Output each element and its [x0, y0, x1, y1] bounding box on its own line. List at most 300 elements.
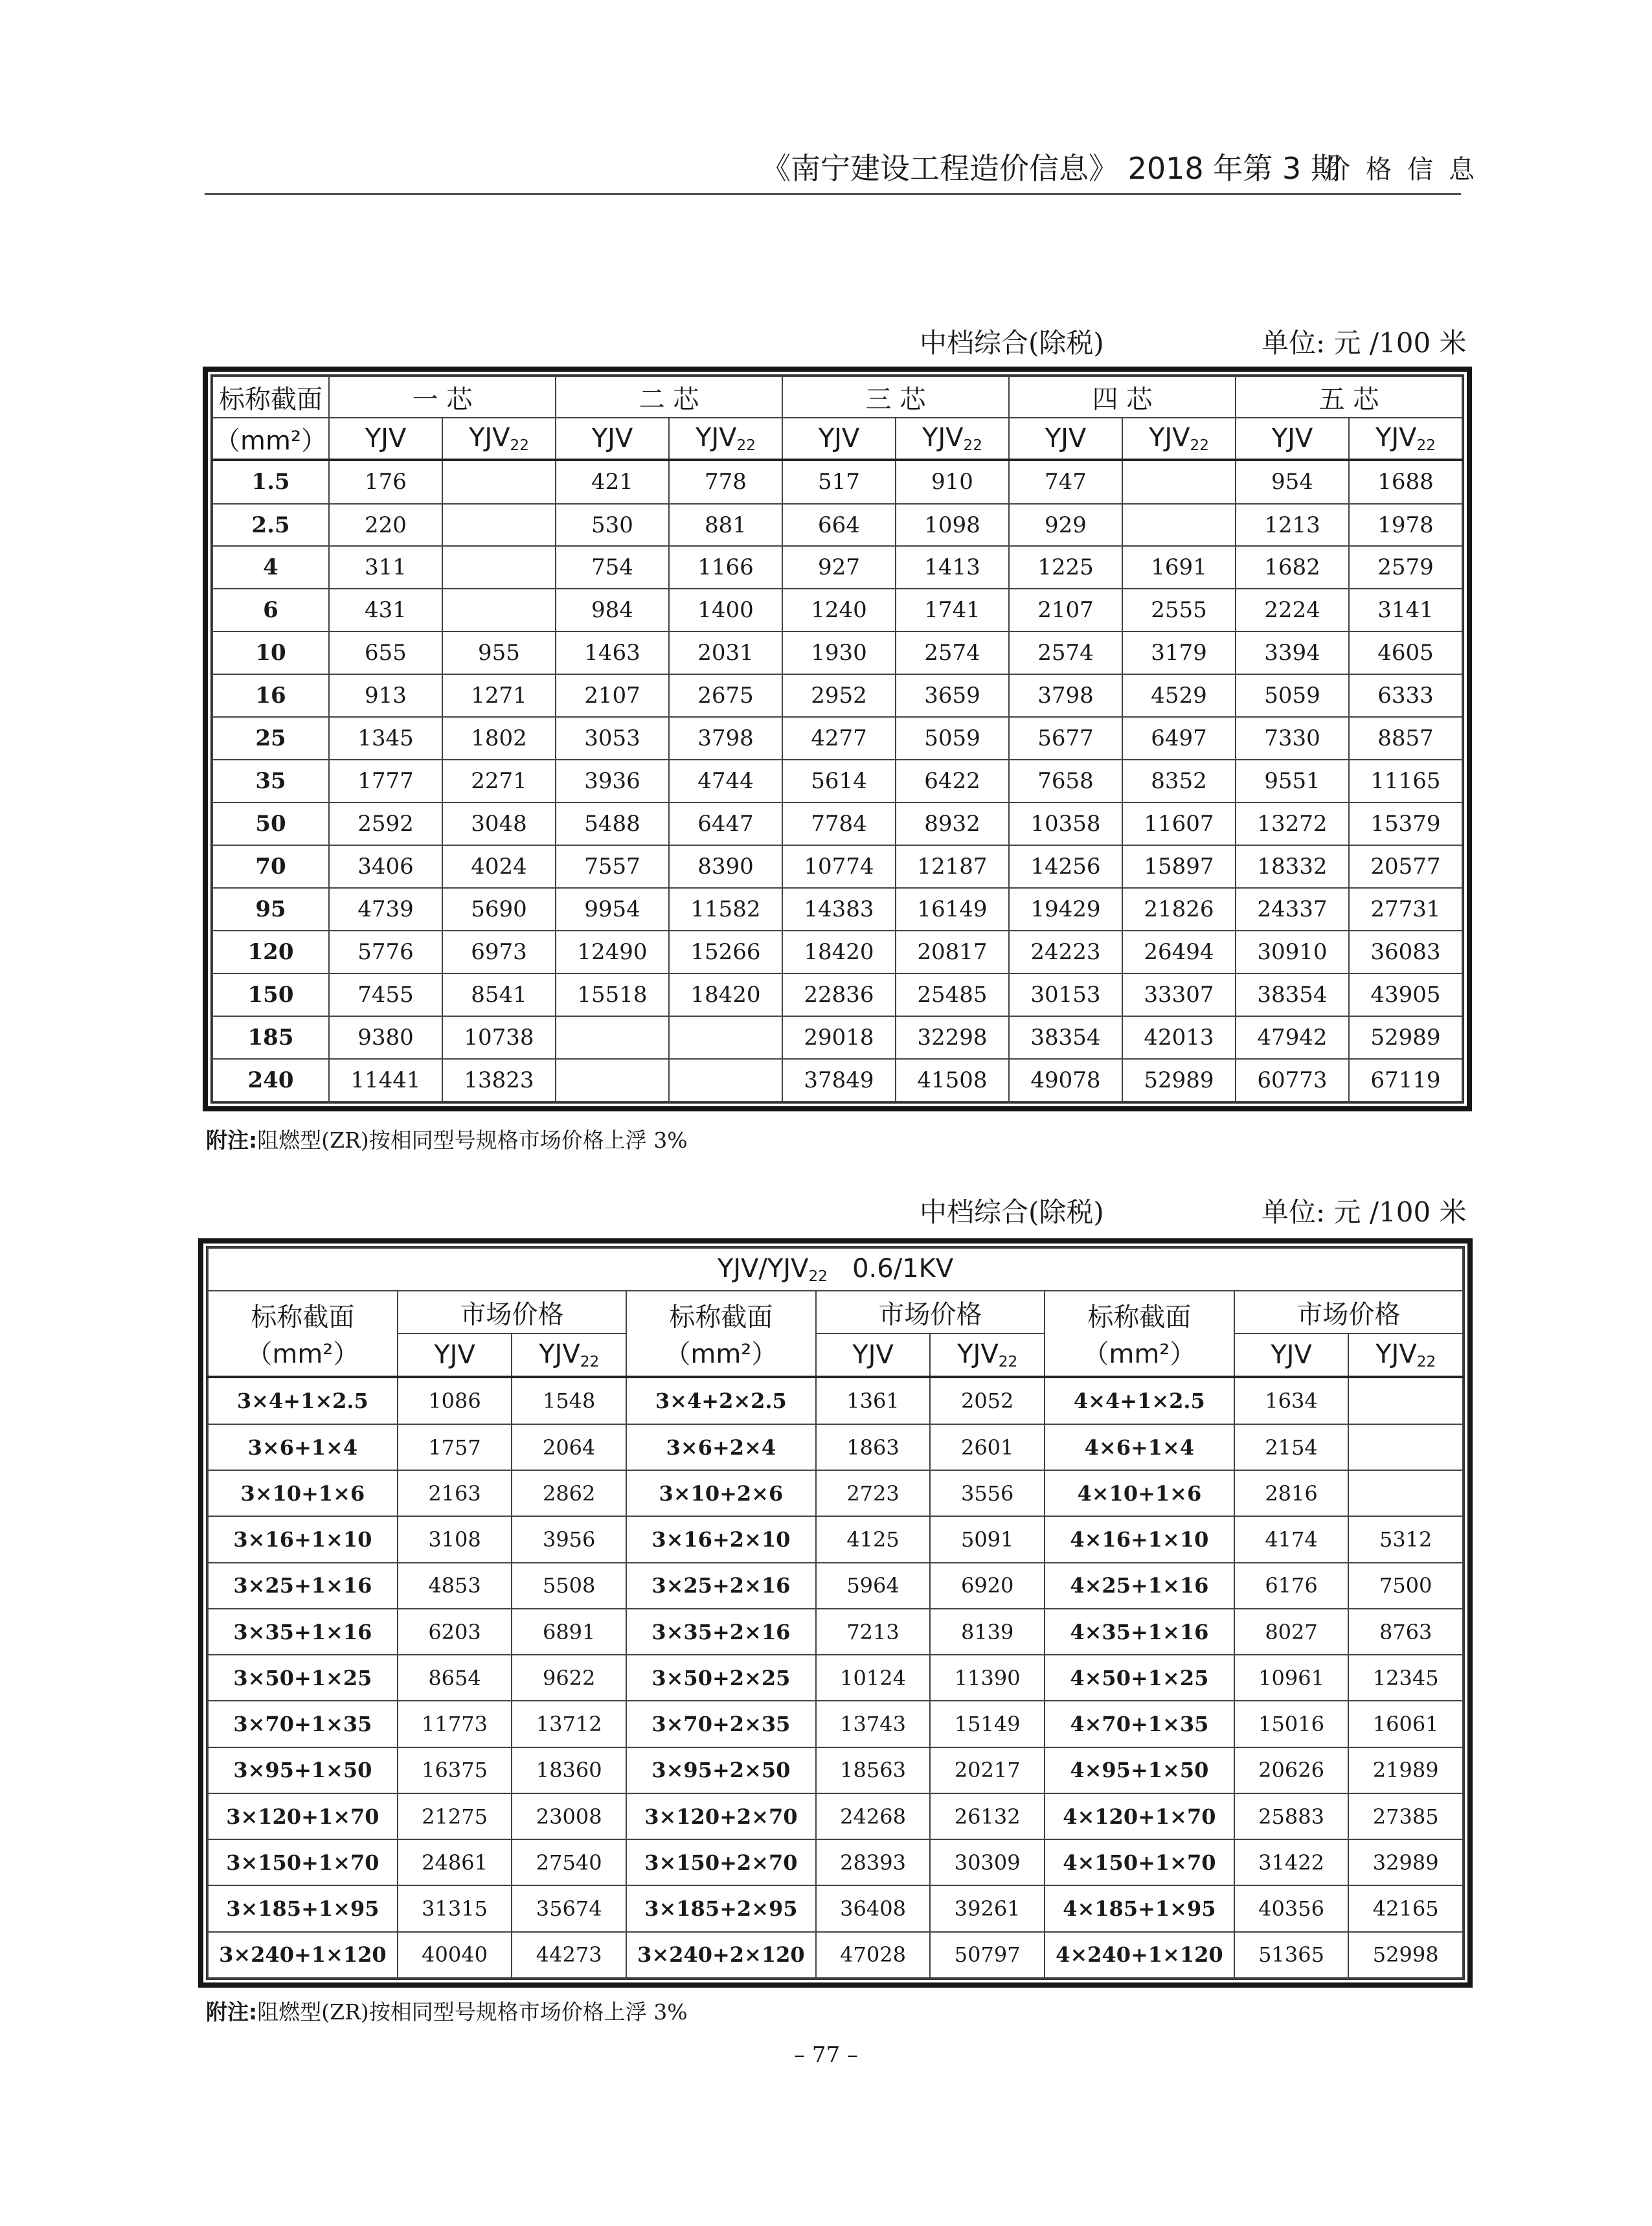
table2-cell: 1548	[512, 1377, 626, 1424]
table1-cell: 2031	[669, 631, 782, 674]
table2-cell: 44273	[512, 1932, 626, 1978]
table2-col-yjv-1-text: YJV	[434, 1340, 475, 1370]
table1-cell: 9380	[329, 1016, 442, 1059]
table2-col-yjv22-3	[1348, 1334, 1463, 1377]
table1-cell: 9954	[556, 888, 669, 931]
table1-cell: 421	[556, 460, 669, 504]
table2-cell: 52998	[1348, 1932, 1463, 1978]
table1-row	[212, 760, 1462, 802]
table2-row-spec: 3×240+1×120	[208, 1932, 398, 1978]
table1-cell: 655	[329, 631, 442, 674]
table1-cell: 4744	[669, 760, 782, 802]
table1-col-yjv22-2-text: YJV	[695, 423, 737, 453]
publication-title	[761, 146, 1341, 190]
table2-cell: 16061	[1348, 1701, 1463, 1747]
table2-row-spec: 3×10+2×6	[626, 1470, 816, 1516]
table1-row-section: 16	[212, 674, 329, 717]
table1-cell: 5059	[896, 717, 1009, 760]
table2-cell: 30309	[930, 1839, 1045, 1885]
table1-cell: 15266	[669, 931, 782, 973]
table1-cell: 18420	[782, 931, 896, 973]
table1-cell: 60773	[1236, 1059, 1349, 1102]
table2-row	[208, 1793, 1463, 1839]
table1-group-4: 四 芯	[1009, 376, 1236, 418]
table1-cell: 41508	[896, 1059, 1009, 1102]
table2-cell: 4853	[398, 1563, 512, 1609]
table1-cell: 24223	[1009, 931, 1122, 973]
table2-cell: 2163	[398, 1470, 512, 1516]
table2-row-spec: 3×70+1×35	[208, 1701, 398, 1747]
table2-section-unit: （mm²）	[664, 1339, 778, 1369]
table2-cell: 15016	[1234, 1701, 1349, 1747]
table1-col-yjv-5	[1236, 418, 1349, 460]
table2-cell: 1634	[1234, 1377, 1349, 1424]
table1-cell: 18332	[1236, 845, 1349, 888]
table2-cell: 4125	[816, 1516, 931, 1562]
header-rule	[205, 193, 1461, 195]
table1-cell: 21826	[1122, 888, 1236, 931]
table2-cell: 3956	[512, 1516, 626, 1562]
table1-cell: 1463	[556, 631, 669, 674]
table2-cell	[1348, 1424, 1463, 1470]
table2-cell: 21989	[1348, 1747, 1463, 1793]
table1-cell: 5059	[1236, 674, 1349, 717]
table2-cell: 3556	[930, 1470, 1045, 1516]
table2-cell: 23008	[512, 1793, 626, 1839]
table1-cell: 778	[669, 460, 782, 504]
table2-cell: 35674	[512, 1885, 626, 1931]
table1-cell	[669, 1016, 782, 1059]
table1-cell: 8390	[669, 845, 782, 888]
table2-cell: 6891	[512, 1609, 626, 1655]
table2-cell: 8654	[398, 1655, 512, 1701]
table1-cell: 2592	[329, 802, 442, 845]
table1-col-yjv22-4	[1122, 418, 1236, 460]
table1-row	[212, 802, 1462, 845]
table2-title-index: 22	[808, 1267, 828, 1285]
table1-cell: 10738	[442, 1016, 556, 1059]
table1-cell: 6447	[669, 802, 782, 845]
table2-cell: 2862	[512, 1470, 626, 1516]
table1-cell: 11441	[329, 1059, 442, 1102]
table2-row	[208, 1377, 1463, 1424]
table2-cell: 16375	[398, 1747, 512, 1793]
table1-col-yjv-1	[329, 418, 442, 460]
table1-subheader-row	[212, 418, 1462, 460]
table1-cell: 3798	[1009, 674, 1122, 717]
table1-group-3: 三 芯	[782, 376, 1009, 418]
table2-row-spec: 3×6+1×4	[208, 1424, 398, 1470]
table1-cell: 431	[329, 589, 442, 631]
table2-row-spec: 3×50+2×25	[626, 1655, 816, 1701]
table1-cell: 8352	[1122, 760, 1236, 802]
table1-row-section: 2.5	[212, 504, 329, 547]
table1-inner-border	[210, 374, 1464, 1104]
table1-col-yjv22-5-text: YJV	[1375, 423, 1417, 453]
table1-cell: 47942	[1236, 1016, 1349, 1059]
table1-cell: 1930	[782, 631, 896, 674]
table1-cell	[442, 504, 556, 547]
table2-cell: 31315	[398, 1885, 512, 1931]
table2-row-spec: 3×35+2×16	[626, 1609, 816, 1655]
table1-single-core-prices	[212, 376, 1463, 1102]
table2-inner-border	[206, 1246, 1465, 1980]
table2-price-header-1: 市场价格	[398, 1291, 626, 1334]
table1-row-section: 120	[212, 931, 329, 973]
table1-cell: 14256	[1009, 845, 1122, 888]
table2-cell: 11390	[930, 1655, 1045, 1701]
table2-row-spec: 4×150+1×70	[1045, 1839, 1234, 1885]
table1-cell: 2555	[1122, 589, 1236, 631]
table2-cell: 5312	[1348, 1516, 1463, 1562]
table2-title-model: YJV/YJV	[717, 1254, 809, 1284]
table2-row-spec: 3×150+2×70	[626, 1839, 816, 1885]
table2-col-yjv22-3-text: YJV	[1375, 1339, 1417, 1370]
table1-row	[212, 460, 1462, 504]
table1-row-section: 6	[212, 589, 329, 631]
table1-col-yjv-2	[556, 418, 669, 460]
table2-row	[208, 1609, 1463, 1655]
table2-row-spec: 4×6+1×4	[1045, 1424, 1234, 1470]
table1-row	[212, 1016, 1462, 1059]
table1-cell: 955	[442, 631, 556, 674]
table1-cell: 3048	[442, 802, 556, 845]
table1-col-yjv-4-text: YJV	[1045, 424, 1087, 453]
table2-section-unit: （mm²）	[246, 1339, 359, 1369]
table1-row-section: 150	[212, 973, 329, 1016]
table2-cell: 1086	[398, 1377, 512, 1424]
table2-row	[208, 1701, 1463, 1747]
table1-cell: 38354	[1009, 1016, 1122, 1059]
table1-cell: 954	[1236, 460, 1349, 504]
table1-group-1: 一 芯	[329, 376, 556, 418]
table1-row-section: 10	[212, 631, 329, 674]
table1-cell: 37849	[782, 1059, 896, 1102]
table1-cell: 12490	[556, 931, 669, 973]
page-number: – 77 –	[794, 2042, 858, 2068]
table1-cell	[442, 589, 556, 631]
table1-note	[206, 1124, 688, 1157]
table1-cell: 27731	[1349, 888, 1462, 931]
table1-cell: 530	[556, 504, 669, 547]
table1-col-yjv22-2	[669, 418, 782, 460]
table1-cell: 6422	[896, 760, 1009, 802]
table1-row	[212, 631, 1462, 674]
table2-row-spec: 4×16+1×10	[1045, 1516, 1234, 1562]
table1-cell: 1682	[1236, 546, 1349, 589]
table1-row-section: 240	[212, 1059, 329, 1102]
table2-col-yjv22-1	[512, 1334, 626, 1377]
table2-cell: 20217	[930, 1747, 1045, 1793]
table1-cell	[1122, 504, 1236, 547]
table1-cell: 2107	[1009, 589, 1122, 631]
table1-row-section: 35	[212, 760, 329, 802]
table2-row	[208, 1424, 1463, 1470]
table2-cell: 10124	[816, 1655, 931, 1701]
table2-cell: 39261	[930, 1885, 1045, 1931]
table1-cell	[1122, 460, 1236, 504]
table2-col-yjv-3	[1234, 1334, 1349, 1377]
table2-cell: 42165	[1348, 1885, 1463, 1931]
table1-cell: 52989	[1122, 1059, 1236, 1102]
table2-cell: 21275	[398, 1793, 512, 1839]
table1-col-yjv22-4-index: 22	[1190, 436, 1210, 454]
table1-cell: 8932	[896, 802, 1009, 845]
table2-note	[206, 1996, 688, 2028]
table1-cell: 1400	[669, 589, 782, 631]
table1-frame	[203, 367, 1472, 1111]
table1-cell: 747	[1009, 460, 1122, 504]
table2-row-spec: 4×35+1×16	[1045, 1609, 1234, 1655]
table1-body	[212, 460, 1462, 1102]
table1-cell: 10358	[1009, 802, 1122, 845]
table2-row	[208, 1516, 1463, 1562]
table1-cell: 4024	[442, 845, 556, 888]
table2-row-spec: 4×120+1×70	[1045, 1793, 1234, 1839]
table2-cell: 5964	[816, 1563, 931, 1609]
table1-cell: 5677	[1009, 717, 1122, 760]
table2-cell: 40040	[398, 1932, 512, 1978]
table1-cell: 3936	[556, 760, 669, 802]
table2-cell: 6203	[398, 1609, 512, 1655]
table1-col-yjv22-3-text: YJV	[922, 423, 964, 453]
table1-cell: 881	[669, 504, 782, 547]
table1-cell: 2574	[896, 631, 1009, 674]
table2-row-spec: 3×185+1×95	[208, 1885, 398, 1931]
table1-cell: 11582	[669, 888, 782, 931]
table1-cell	[442, 546, 556, 589]
table1-cell: 49078	[1009, 1059, 1122, 1102]
table1-col-yjv-3	[782, 418, 896, 460]
table1-cell: 26494	[1122, 931, 1236, 973]
table1-cell: 1777	[329, 760, 442, 802]
table2-title	[208, 1248, 1463, 1291]
table1-cell: 5690	[442, 888, 556, 931]
table2-cell: 2601	[930, 1424, 1045, 1470]
table2-cell: 24268	[816, 1793, 931, 1839]
table2-col-yjv22-3-index: 22	[1416, 1352, 1436, 1370]
table2-cell: 9622	[512, 1655, 626, 1701]
table2-cell: 10961	[1234, 1655, 1349, 1701]
table2-cell: 8763	[1348, 1609, 1463, 1655]
table1-cell: 6973	[442, 931, 556, 973]
table2-row-spec: 3×16+1×10	[208, 1516, 398, 1562]
table1-cell: 913	[329, 674, 442, 717]
table1-cell: 3406	[329, 845, 442, 888]
table1-cell: 8857	[1349, 717, 1462, 760]
table2-cell: 13712	[512, 1701, 626, 1747]
table1-cell: 1741	[896, 589, 1009, 631]
table2-row	[208, 1932, 1463, 1978]
table1-unit: 单位: 元 /100 米	[1262, 327, 1467, 359]
table1-row	[212, 931, 1462, 973]
table2-row	[208, 1839, 1463, 1885]
table2-col-yjv-2	[816, 1334, 931, 1377]
table2-section-header-3	[1045, 1291, 1234, 1377]
table1-cell: 43905	[1349, 973, 1462, 1016]
table1-row	[212, 845, 1462, 888]
table1-cell: 15518	[556, 973, 669, 1016]
table2-cell: 11773	[398, 1701, 512, 1747]
table1-cell: 2224	[1236, 589, 1349, 631]
table1-row-section: 185	[212, 1016, 329, 1059]
table1-cell: 4277	[782, 717, 896, 760]
table2-cell: 8139	[930, 1609, 1045, 1655]
table1-cell: 1691	[1122, 546, 1236, 589]
table1-cell: 1978	[1349, 504, 1462, 547]
table2-frame	[198, 1238, 1473, 1988]
table2-row-spec: 3×95+1×50	[208, 1747, 398, 1793]
table2-cell: 7213	[816, 1609, 931, 1655]
table2-col-yjv22-2-text: YJV	[957, 1339, 999, 1370]
table1-cell: 2271	[442, 760, 556, 802]
table1-cell: 13272	[1236, 802, 1349, 845]
table1-cell: 7557	[556, 845, 669, 888]
table2-row-spec: 4×25+1×16	[1045, 1563, 1234, 1609]
table1-row	[212, 674, 1462, 717]
table2-row	[208, 1747, 1463, 1793]
table2-cell: 2154	[1234, 1424, 1349, 1470]
table1-cell: 4739	[329, 888, 442, 931]
table1-cell: 10774	[782, 845, 896, 888]
table1-cell	[556, 1059, 669, 1102]
table1-cell: 30153	[1009, 973, 1122, 1016]
table1-col-yjv22-5-index: 22	[1416, 436, 1436, 454]
table1-cell: 8541	[442, 973, 556, 1016]
table1-cell: 929	[1009, 504, 1122, 547]
table1-cell: 22836	[782, 973, 896, 1016]
table2-row-spec: 3×16+2×10	[626, 1516, 816, 1562]
table2-price-basis: 中档综合(除税)	[920, 1196, 1104, 1228]
table1-cell: 1802	[442, 717, 556, 760]
table1-note-text: 阻燃型(ZR)按相同型号规格市场价格上浮 3%	[257, 1128, 688, 1153]
table1-cell: 1098	[896, 504, 1009, 547]
table2-cell: 27540	[512, 1839, 626, 1885]
table2-section-header-2	[626, 1291, 816, 1377]
table2-row-spec: 3×120+1×70	[208, 1793, 398, 1839]
table2-row-spec: 3×150+1×70	[208, 1839, 398, 1885]
table1-cell: 7455	[329, 973, 442, 1016]
table1-col-yjv22-4-text: YJV	[1148, 423, 1190, 453]
table1-cell: 20817	[896, 931, 1009, 973]
table2-cell: 31422	[1234, 1839, 1349, 1885]
table1-cell: 7784	[782, 802, 896, 845]
table2-cell: 3108	[398, 1516, 512, 1562]
table1-cell: 36083	[1349, 931, 1462, 973]
table2-cell: 28393	[816, 1839, 931, 1885]
table1-cell: 15897	[1122, 845, 1236, 888]
table2-cell: 25883	[1234, 1793, 1349, 1839]
table1-cell: 1271	[442, 674, 556, 717]
table1-row-section: 25	[212, 717, 329, 760]
table1-cell: 2574	[1009, 631, 1122, 674]
table1-row-section: 4	[212, 546, 329, 589]
table1-cell: 6497	[1122, 717, 1236, 760]
table1-cell: 2107	[556, 674, 669, 717]
table2-row-spec: 3×95+2×50	[626, 1747, 816, 1793]
table2-col-yjv22-1-text: YJV	[539, 1339, 580, 1370]
table1-col-yjv-4	[1009, 418, 1122, 460]
table2-cell: 2064	[512, 1424, 626, 1470]
table2-row-spec: 4×95+1×50	[1045, 1747, 1234, 1793]
table2-cell: 18563	[816, 1747, 931, 1793]
table2-row	[208, 1470, 1463, 1516]
table2-row-spec: 3×4+2×2.5	[626, 1377, 816, 1424]
table1-col-yjv22-1-index: 22	[510, 436, 530, 454]
table2-row-spec: 3×50+1×25	[208, 1655, 398, 1701]
table1-cell: 3179	[1122, 631, 1236, 674]
table1-cell: 7658	[1009, 760, 1122, 802]
table1-cell: 1688	[1349, 460, 1462, 504]
table1-cell: 11607	[1122, 802, 1236, 845]
table2-cell	[1348, 1377, 1463, 1424]
table2-row	[208, 1655, 1463, 1701]
table1-cell: 2675	[669, 674, 782, 717]
table1-row	[212, 1059, 1462, 1102]
table2-cell: 18360	[512, 1747, 626, 1793]
table1-cell: 5614	[782, 760, 896, 802]
table2-row-spec: 3×10+1×6	[208, 1470, 398, 1516]
table1-cell: 910	[896, 460, 1009, 504]
table2-cell: 15149	[930, 1701, 1045, 1747]
table1-corner-label: 标称截面	[212, 376, 329, 418]
table2-col-yjv-2-text: YJV	[852, 1340, 894, 1370]
table1-cell: 18420	[669, 973, 782, 1016]
table1-cell: 38354	[1236, 973, 1349, 1016]
table1-row-section: 1.5	[212, 460, 329, 504]
table1-col-yjv-2-text: YJV	[591, 424, 633, 453]
table2-row-spec: 4×10+1×6	[1045, 1470, 1234, 1516]
table2-col-yjv-3-text: YJV	[1271, 1340, 1312, 1370]
table2-price-header-3: 市场价格	[1234, 1291, 1463, 1334]
table1-row-section: 95	[212, 888, 329, 931]
table2-row-spec: 4×50+1×25	[1045, 1655, 1234, 1701]
table2-row-spec: 3×25+1×16	[208, 1563, 398, 1609]
table1-cell: 33307	[1122, 973, 1236, 1016]
table2-row-spec: 4×240+1×120	[1045, 1932, 1234, 1978]
table2-cell: 5508	[512, 1563, 626, 1609]
table1-row	[212, 973, 1462, 1016]
table1-group-5: 五 芯	[1236, 376, 1462, 418]
table1-cell: 927	[782, 546, 896, 589]
table2-row-spec: 3×4+1×2.5	[208, 1377, 398, 1424]
table1-cell: 20577	[1349, 845, 1462, 888]
table1-cell: 754	[556, 546, 669, 589]
table1-cell: 220	[329, 504, 442, 547]
table1-cell: 67119	[1349, 1059, 1462, 1102]
table2-cell: 1863	[816, 1424, 931, 1470]
table2-cell: 51365	[1234, 1932, 1349, 1978]
table1-cell: 176	[329, 460, 442, 504]
table2-cell	[1348, 1470, 1463, 1516]
table2-note-label: 附注:	[206, 1999, 258, 2025]
table1-note-label: 附注:	[206, 1128, 258, 1153]
table1-col-yjv22-3-index: 22	[963, 436, 983, 454]
table1-row-section: 70	[212, 845, 329, 888]
table1-cell	[556, 1016, 669, 1059]
table2-multicore-prices	[207, 1247, 1464, 1979]
table1-cell: 25485	[896, 973, 1009, 1016]
table1-cell: 15379	[1349, 802, 1462, 845]
table1-cell: 42013	[1122, 1016, 1236, 1059]
table2-row	[208, 1563, 1463, 1609]
table2-cell: 1361	[816, 1377, 931, 1424]
table2-row-spec: 3×25+2×16	[626, 1563, 816, 1609]
table2-title-voltage: 0.6/1KV	[827, 1254, 954, 1284]
table1-group-header-row	[212, 376, 1462, 418]
table2-cell: 36408	[816, 1885, 931, 1931]
table2-cell: 40356	[1234, 1885, 1349, 1931]
